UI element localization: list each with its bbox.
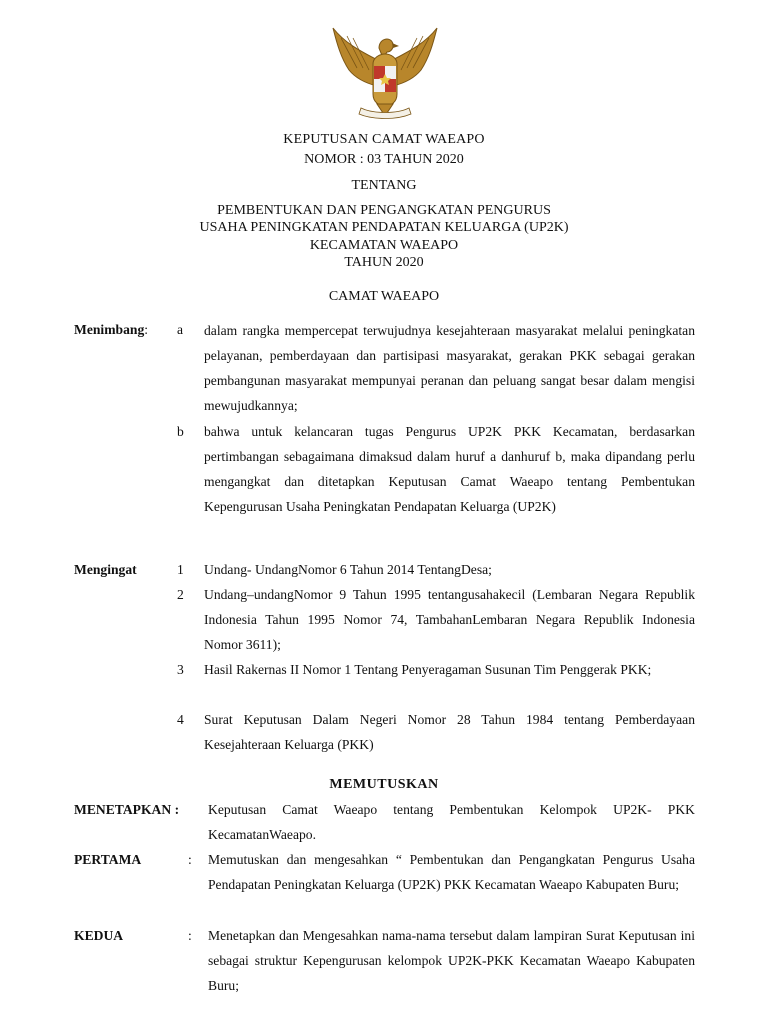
remembering-mark-3: 3 <box>177 662 184 677</box>
decision-colon-pertama: : <box>188 852 192 867</box>
subject-line-1: PEMBENTUKAN DAN PENGANGKATAN PENGURUS <box>217 203 551 218</box>
decision-colon-kedua: : <box>188 928 192 943</box>
decision-text-pertama: Memutuskan dan mengesahkan “ Pembentukan dan Pengangkatan Pengurus Usaha Pendapatan Peningkatan Keluarga (UP2K) PKK Kecamatan Waeapo Kabupaten Buru; <box>208 852 695 892</box>
remembering-item-4: Surat Keputusan Dalam Negeri Nomor 28 Tahun 1984 tentang Pemberdayaan Kesejahteraan Keluarga (PKK) <box>204 712 695 752</box>
document-number: NOMOR : 03 TAHUN 2020 <box>304 152 464 167</box>
decision-label-menetapkan: MENETAPKAN : <box>74 802 180 817</box>
remembering-item-2: Undang–undangNomor 9 Tahun 1995 tentangusahakecil (Lembaran Negara Republik Indonesia Tahun 1995 Nomor 74, TambahanLembaran Negara Republik Indonesia Nomor 3611); <box>204 587 695 652</box>
considering-label <box>74 322 148 338</box>
considering-colon: : <box>144 322 149 337</box>
decision-text-kedua: Menetapkan dan Mengesahkan nama-nama tersebut dalam lampiran Surat Keputusan ini sebagai struktur Kepengurusan kelompok UP2K-PKK Kecamatan Waeapo Kabupaten Buru; <box>208 928 695 993</box>
remembering-item-3: Hasil Rakernas II Nomor 1 Tentang Penyeragaman Susunan Tim Penggerak PKK; <box>204 662 652 677</box>
subject-line-2: USAHA PENINGKATAN PENDAPATAN KELUARGA (UP2K) <box>199 220 569 235</box>
issuing-authority: CAMAT WAEAPO <box>328 289 440 304</box>
remembering-mark-1: 1 <box>177 562 184 577</box>
decision-label-pertama: PERTAMA <box>74 852 142 867</box>
considering-item-a: dalam rangka mempercepat terwujudnya kesejahteraan masyarakat melalui peningkatan pelayanan, pemberdayaan dan partisipasi masyarakat, gerakan PKK sebagai gerakan pembangunan masyarakat mempunyai peranan dan peluang sangat besar dalam mengisi mewujudkannya; <box>204 323 695 413</box>
decision-label-kedua: KEDUA <box>74 928 124 943</box>
remembering-mark-2: 2 <box>177 587 184 602</box>
garuda-emblem-icon <box>327 24 443 120</box>
document-title: KEPUTUSAN CAMAT WAEAPO <box>283 132 485 147</box>
decision-text-menetapkan: Keputusan Camat Waeapo tentang Pembentukan Kelompok UP2K- PKK KecamatanWaeapo. <box>208 802 695 842</box>
remembering-item-1: Undang- UndangNomor 6 Tahun 2014 TentangDesa; <box>204 562 492 577</box>
considering-mark-b: b <box>177 424 184 439</box>
considering-item-b: bahwa untuk kelancaran tugas Pengurus UP2K PKK Kecamatan, berdasarkan pertimbangan sebagaimana dimaksud dalam huruf a danhuruf b, maka dipandang perlu mengangkat dan ditetapkan Keputusan Camat Waeapo tentang Pembentukan Kepengurusan Usaha Peningkatan Pendapatan Keluarga (UP2K) <box>204 424 695 514</box>
subject-line-4: TAHUN 2020 <box>344 255 424 270</box>
remembering-label: Mengingat <box>74 562 137 577</box>
considering-label-text: Menimbang <box>74 322 145 337</box>
decision-heading: MEMUTUSKAN <box>329 777 439 792</box>
remembering-mark-4: 4 <box>177 712 184 727</box>
document-about: TENTANG <box>351 178 417 193</box>
subject-line-3: KECAMATAN WAEAPO <box>309 238 459 253</box>
considering-mark-a: a <box>177 322 184 337</box>
